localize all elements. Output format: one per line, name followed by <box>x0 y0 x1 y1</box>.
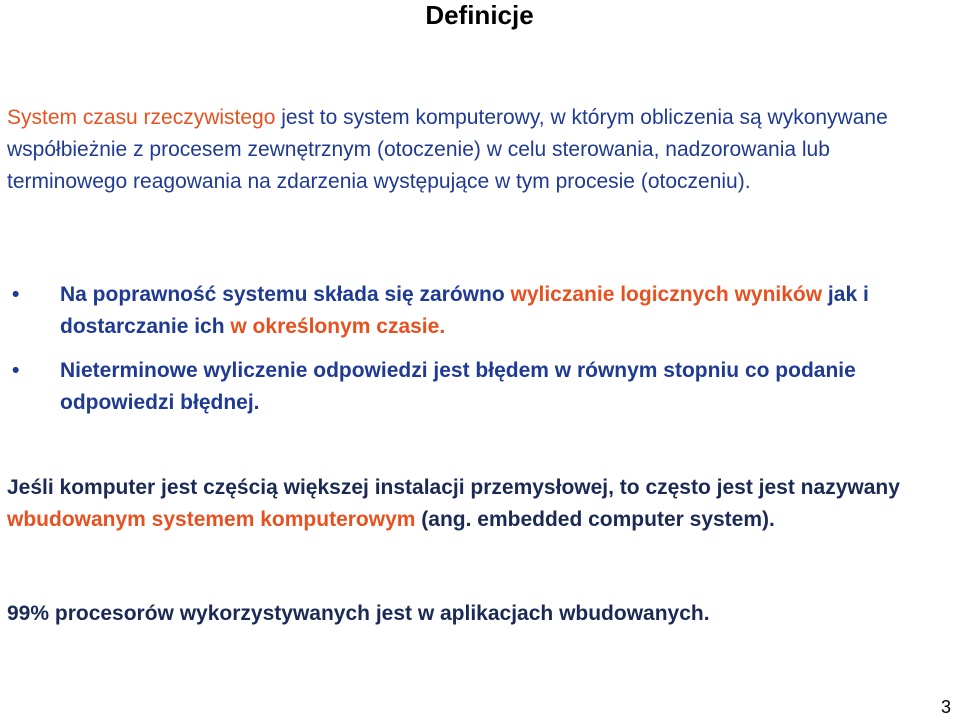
bullet-text: Na poprawność systemu składa się zarówno <box>60 283 511 306</box>
bullet-list <box>0 279 940 431</box>
slide-title: Definicje <box>425 0 534 30</box>
embedded-text: (ang. embedded computer system). <box>415 508 775 531</box>
page-number: 3 <box>940 697 951 717</box>
bullet-item-correctness <box>0 279 940 343</box>
bullet-text: . <box>439 315 446 338</box>
bullet-marker: • <box>12 359 20 382</box>
embedded-term: wbudowanym systemem komputerowym <box>7 508 416 531</box>
bullet-highlight-time: w określonym czasie <box>230 315 440 338</box>
bullet-text: Nieterminowe wyliczenie odpowiedzi jest błędem w równym stopniu co podanie odpowiedzi błędnej. <box>60 359 856 414</box>
statistic-paragraph: 99% procesorów wykorzystywanych jest w aplikacjach wbudowanych. <box>7 602 710 625</box>
bullet-text: jak i dostarczanie ich <box>60 283 869 338</box>
bullet-item-untimely <box>0 355 940 419</box>
embedded-paragraph <box>7 472 952 536</box>
definition-term: System czasu rzeczywistego <box>7 106 276 129</box>
embedded-text: Jeśli komputer jest częścią większej instalacji przemysłowej, to często jest jest nazywany <box>7 476 900 499</box>
bullet-marker: • <box>12 283 20 306</box>
definition-paragraph <box>7 102 952 198</box>
definition-text: jest to system komputerowy, w którym obliczenia są wykonywane współbieżnie z procesem zewnętrznym (otoczenie) w celu sterowania, nadzorowania lub terminowego reagowania na zdarzenia występujące w tym procesie (otoczeniu). <box>7 106 888 193</box>
bullet-highlight-logic: wyliczanie logicznych wyników <box>510 283 823 306</box>
